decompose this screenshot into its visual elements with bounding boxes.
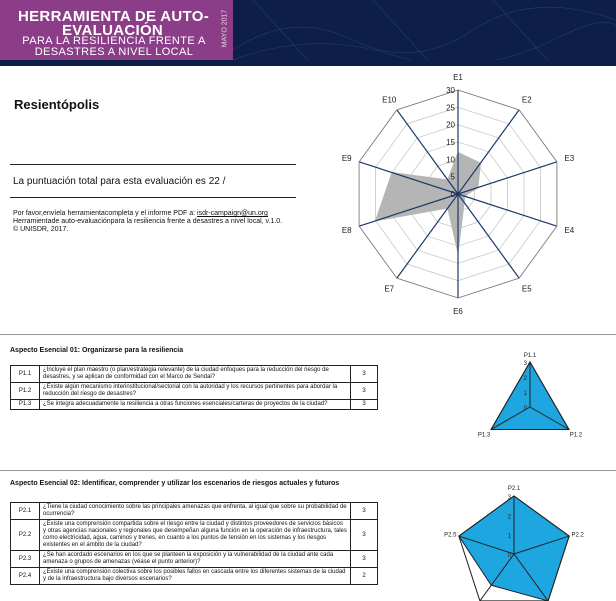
tick-label: 1 (523, 391, 527, 397)
axis-label: E8 (341, 226, 352, 236)
tick-label: 0 (523, 406, 527, 412)
question-text: ¿Se han acordado escenarios en los que se planteen la exposición y la vulnerabilidad de la ciudad ante cada amenaza o grupos de amenazas (véase el punto anterior)? (40, 551, 351, 568)
axis-line (458, 110, 519, 194)
table-row (11, 366, 378, 383)
question-text: ¿Se integra adecuadamente la resiliencia a otras funciones esenciales/carteras de proyectos de la ciudad? (40, 400, 351, 410)
question-id: P1.2 (11, 383, 40, 400)
tick-label: 1 (507, 533, 511, 540)
banner-bottom-strip (0, 60, 616, 66)
tick-label: 10 (446, 155, 455, 165)
banner-title-line2: EVALUACIÓN (62, 22, 164, 39)
question-id: P2.3 (11, 551, 40, 568)
banner-pattern (233, 0, 616, 66)
header-banner (0, 0, 616, 66)
section1-table (10, 365, 378, 410)
divider (10, 164, 296, 165)
question-text: ¿Existe algún mecanismo interinstitucional/sectorial con la autoridad y los recursos pertinentes para abordar la reducción del riesgo de desastres? (40, 383, 351, 400)
table-row (11, 400, 378, 410)
question-score: 3 (351, 503, 378, 520)
axis-label: E1 (453, 73, 463, 82)
axis-label: E3 (564, 153, 575, 163)
table-row (11, 520, 378, 551)
section2-table (10, 502, 378, 585)
axis-label: E5 (521, 284, 532, 294)
section2-title: Aspecto Esencial 02: Identificar, comprender y utilizar los escenarios de riesgos actuales y futuros (10, 480, 340, 487)
banner-subtitle-line2: DESASTRES A NIVEL LOCAL (34, 46, 194, 58)
email-link[interactable]: isdr-campaign@un.org (197, 210, 268, 217)
question-text: ¿Existe una comprensión colectiva sobre los posibles fallos en cascada entre los diferentes sistemas de la ciudad y de la infraestructura bajo diversos escenarios? (40, 568, 351, 585)
section-divider (0, 470, 616, 471)
question-text: ¿Incluye el plan maestro (o plan/estrategia relevante) de la ciudad enfoques para la reducción del riesgo de desastres, y se aplican de conformidad con el Marco de Sendai? (40, 366, 351, 383)
instructions-line1: Por favor,envíela herramientacompleta y el informe PDF a: isdr-campaign@un.org (13, 210, 268, 217)
instructions-line2: Herramientade auto-evaluaciónpara la resiliencia frente a desastres a nivel local, v.1.0. (13, 218, 283, 225)
question-text: ¿Tiene la ciudad conocimiento sobre las principales amenazas que enfrenta, al igual que sobre su probabilidad de ocurrencia? (40, 503, 351, 520)
section-divider (0, 334, 616, 335)
axis-label: E10 (382, 95, 397, 105)
axis-label: P1.3 (477, 432, 491, 439)
divider (10, 197, 296, 198)
axis-label: P1.1 (523, 353, 537, 359)
axis-label: P2.5 (444, 532, 457, 539)
axis-label: P2.2 (571, 532, 584, 539)
banner-title-panel (0, 0, 233, 60)
axis-label: E2 (521, 95, 532, 105)
section1-radar-chart (430, 340, 590, 460)
axis-label: E4 (564, 226, 575, 236)
instructions (13, 210, 313, 234)
question-id: P2.4 (11, 568, 40, 585)
question-score: 3 (351, 383, 378, 400)
tick-label: 2 (507, 514, 511, 521)
table-row (11, 503, 378, 520)
main-radar-chart (330, 70, 600, 320)
tick-label: 2 (523, 376, 527, 382)
tick-label: 15 (446, 138, 455, 147)
score-text: La puntuación total para esta evaluación es 22 / (13, 176, 226, 187)
axis-label: P1.2 (569, 432, 583, 439)
question-id: P1.3 (11, 400, 40, 410)
axis-label: E6 (453, 307, 463, 316)
tick-label: 0 (507, 553, 511, 559)
question-score: 2 (351, 568, 378, 585)
instructions-line3: © UNISDR, 2017. (13, 226, 69, 233)
table-row (11, 568, 378, 585)
tick-label: 3 (523, 361, 527, 367)
tick-label: 5 (450, 172, 455, 182)
banner-date: MAYO 2017 (221, 9, 229, 48)
tick-label: 20 (446, 120, 455, 130)
question-id: P1.1 (11, 366, 40, 383)
question-text: ¿Existe una comprensión compartida sobre el riesgo entre la ciudad y distintos proveedores de servicios básicos y otras agencias nacionales y regionales que desempeñan alguna función en la operación de infraestructura, tales como electricidad, agua, caminos y trenes, en cuanto a los puntos de tensión en los sistemas y los riesgos existentes en el ámbito de la ciudad? (40, 520, 351, 551)
section1-title: Aspecto Esencial 01: Organizarse para la resiliencia (10, 347, 184, 354)
section2-radar-chart (420, 482, 610, 601)
banner-title-line1: HERRAMIENTA DE AUTO- (18, 8, 209, 25)
city-name: Resientópolis (14, 97, 100, 112)
question-score: 3 (351, 366, 378, 383)
axis-label: E7 (384, 284, 395, 294)
tick-label: 25 (446, 103, 455, 113)
question-score: 3 (351, 520, 378, 551)
tick-label: 3 (507, 495, 511, 501)
tick-label: 0 (450, 190, 455, 199)
table-row (11, 383, 378, 400)
axis-label: P2.1 (507, 486, 521, 492)
banner-subtitle-line1: PARA LA RESILIENCIA FRENTE A (22, 35, 206, 47)
axis-label: E9 (341, 153, 352, 163)
question-id: P2.2 (11, 520, 40, 551)
axis-line (458, 194, 519, 278)
question-score: 3 (351, 400, 378, 410)
tick-label: 30 (446, 86, 455, 95)
question-score: 3 (351, 551, 378, 568)
question-id: P2.1 (11, 503, 40, 520)
table-row (11, 551, 378, 568)
